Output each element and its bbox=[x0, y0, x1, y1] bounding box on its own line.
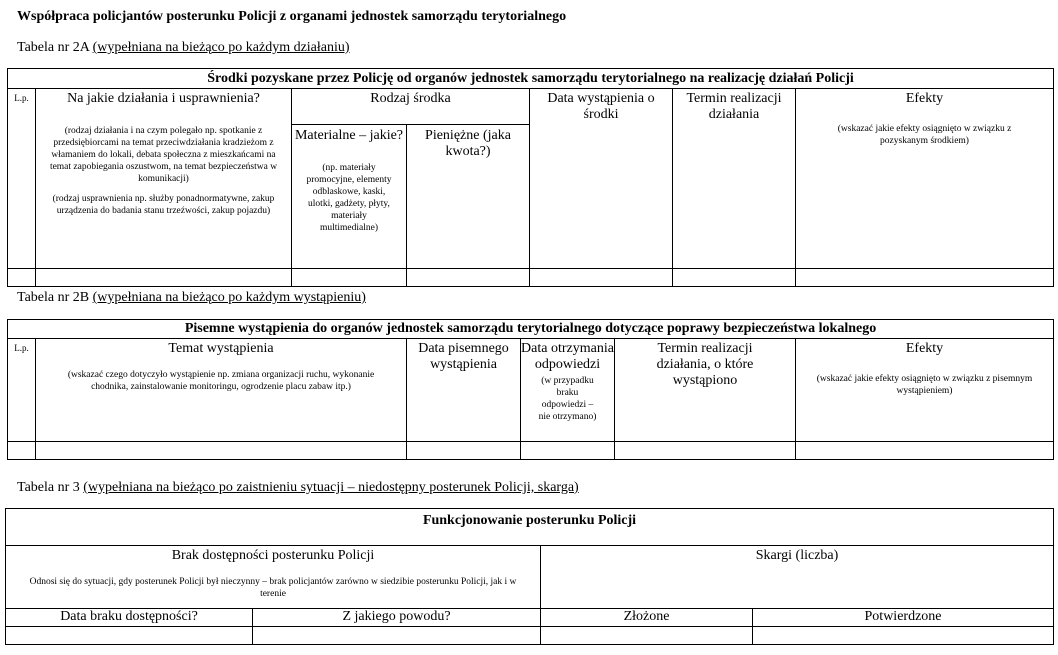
table-2b-label bbox=[17, 290, 366, 306]
table-2a-col-rodzaj: Rodzaj środka bbox=[292, 89, 530, 125]
table-2a-cell[interactable] bbox=[530, 269, 673, 287]
table-2a-title: Środki pozyskane przez Policję od organów jednostek samorządu terytorialnego na realizację działań Policji bbox=[8, 69, 1054, 89]
table-2a-label-note: (wypełniana na bieżąco po każdym działaniu) bbox=[92, 40, 350, 55]
table-2a-col-materialne-label: Materialne – jakie? bbox=[294, 128, 404, 143]
table-3-col-zlozone: Złożone bbox=[541, 609, 753, 627]
table-2b-col-efekty-label: Efekty bbox=[905, 341, 944, 356]
table-2a-empty-row[interactable] bbox=[8, 269, 1054, 287]
table-3-cell[interactable] bbox=[541, 627, 753, 645]
table-2a-col-efekty bbox=[796, 89, 1054, 269]
table-2a-col-pieniezne: Pieniężne (jaka kwota?) bbox=[407, 125, 530, 269]
table-2a-col-dzialania-label: Na jakie działania i usprawnienia? bbox=[67, 91, 260, 106]
table-2a-cell[interactable] bbox=[407, 269, 530, 287]
document-heading: Współpraca policjantów posterunku Policji z organami jednostek samorządu terytorialnego bbox=[17, 9, 567, 24]
table-2a-col-materialne-note: (np. materiały promocyjne, elementy odblaskowe, kaski, ulotki, gadżety, płyty, materiały multimedialne) bbox=[306, 163, 392, 233]
table-3-col-powod: Z jakiego powodu? bbox=[253, 609, 541, 627]
table-2b-col-data-otrzymania-label: Data otrzymania odpowiedzi bbox=[521, 341, 614, 372]
table-2b-col-termin: Termin realizacji działania, o które wystąpiono bbox=[615, 339, 796, 442]
table-2a-cell[interactable] bbox=[673, 269, 796, 287]
table-3-col-skargi: Skargi (liczba) bbox=[541, 546, 1054, 609]
table-2b-cell[interactable] bbox=[8, 442, 36, 460]
table-2b bbox=[7, 319, 1054, 460]
table-2b-col-temat-note: (wskazać czego dotyczyło wystąpienie np. zmiana organizacji ruchu, wykonanie chodnika, zainstalowanie monitoringu, ogrodzenie placu zabaw itp.) bbox=[67, 370, 375, 392]
table-3-cell[interactable] bbox=[6, 627, 253, 645]
table-2a-cell[interactable] bbox=[36, 269, 292, 287]
table-3-label-prefix: Tabela nr 3 bbox=[17, 480, 80, 495]
table-2a bbox=[7, 68, 1054, 287]
table-2a-col-efekty-label: Efekty bbox=[905, 91, 944, 106]
table-2b-col-temat bbox=[36, 339, 407, 442]
table-2b-col-temat-label: Temat wystąpienia bbox=[168, 341, 274, 356]
table-2a-col-dzialania bbox=[36, 89, 292, 269]
table-2b-empty-row[interactable] bbox=[8, 442, 1054, 460]
table-3-cell[interactable] bbox=[253, 627, 541, 645]
table-2a-col-materialne bbox=[292, 125, 407, 269]
table-2b-col-data-otrzymania bbox=[521, 339, 615, 442]
table-2b-title: Pisemne wystąpienia do organów jednostek samorządu terytorialnego dotyczące poprawy bezpieczeństwa lokalnego bbox=[8, 320, 1054, 339]
table-2b-col-data-pisemnego: Data pisemnego wystąpienia bbox=[407, 339, 521, 442]
table-2b-col-efekty-note: (wskazać jakie efekty osiągnięto w związku z pisemnym wystąpieniem) bbox=[816, 374, 1033, 396]
table-2b-label-note: (wypełniana na bieżąco po każdym wystąpieniu) bbox=[92, 290, 366, 305]
table-2a-col-efekty-note: (wskazać jakie efekty osiągnięto w związku z pozyskanym środkiem) bbox=[837, 124, 1012, 146]
table-3-col-data-braku: Data braku dostępności? bbox=[6, 609, 253, 627]
table-2a-cell[interactable] bbox=[292, 269, 407, 287]
table-2a-col-dzialania-note1: (rodzaj działania i na czym polegało np. spotkanie z przedsiębiorcami na temat przeciwdziałania kradzieżom z włamaniem do lokali, debata społeczna z mieszkańcami na temat zapobiegania oszustwom, na temat bezpieczeństwa w komunikacji) bbox=[49, 126, 278, 184]
table-3-col-brak-note: Odnosi się do sytuacji, gdy posterunek Policji był nieczynny – brak policjantów zarówno w siedzibie posterunku Policji, jak i w terenie bbox=[29, 577, 517, 599]
table-3-col-brak-label: Brak dostępności posterunku Policji bbox=[171, 548, 375, 563]
table-3-cell[interactable] bbox=[753, 627, 1054, 645]
table-3-col-brak bbox=[6, 546, 541, 609]
table-3-col-potwierdzone: Potwierdzone bbox=[753, 609, 1054, 627]
table-2b-cell[interactable] bbox=[615, 442, 796, 460]
table-2a-col-termin: Termin realizacji działania bbox=[673, 89, 796, 269]
table-3 bbox=[5, 508, 1054, 645]
table-2a-col-data: Data wystąpienia o środki bbox=[530, 89, 673, 269]
table-2b-col-efekty bbox=[796, 339, 1054, 442]
table-2a-label bbox=[17, 40, 350, 56]
table-2b-cell[interactable] bbox=[407, 442, 521, 460]
table-2a-col-dzialania-note2: (rodzaj usprawnienia np. służby ponadnormatywne, zakup urządzenia do badania stanu trzeźwości, zakup pojazdu) bbox=[52, 194, 275, 216]
table-2b-col-lp: L.p. bbox=[8, 339, 36, 442]
table-3-label bbox=[17, 480, 579, 496]
table-2a-cell[interactable] bbox=[8, 269, 36, 287]
table-3-label-note: (wypełniana na bieżąco po zaistnieniu sytuacji – niedostępny posterunek Policji, skarga) bbox=[83, 480, 579, 495]
table-3-title: Funkcjonowanie posterunku Policji bbox=[6, 509, 1054, 546]
table-3-empty-row[interactable] bbox=[6, 627, 1054, 645]
table-2b-label-prefix: Tabela nr 2B bbox=[17, 290, 90, 305]
table-2a-label-prefix: Tabela nr 2A bbox=[17, 40, 90, 55]
table-2a-cell[interactable] bbox=[796, 269, 1054, 287]
table-2a-col-lp: L.p. bbox=[8, 89, 36, 269]
table-2b-cell[interactable] bbox=[521, 442, 615, 460]
table-2b-cell[interactable] bbox=[36, 442, 407, 460]
table-2b-col-data-otrzymania-note: (w przypadku braku odpowiedzi – nie otrzymano) bbox=[538, 376, 597, 422]
table-2b-cell[interactable] bbox=[796, 442, 1054, 460]
